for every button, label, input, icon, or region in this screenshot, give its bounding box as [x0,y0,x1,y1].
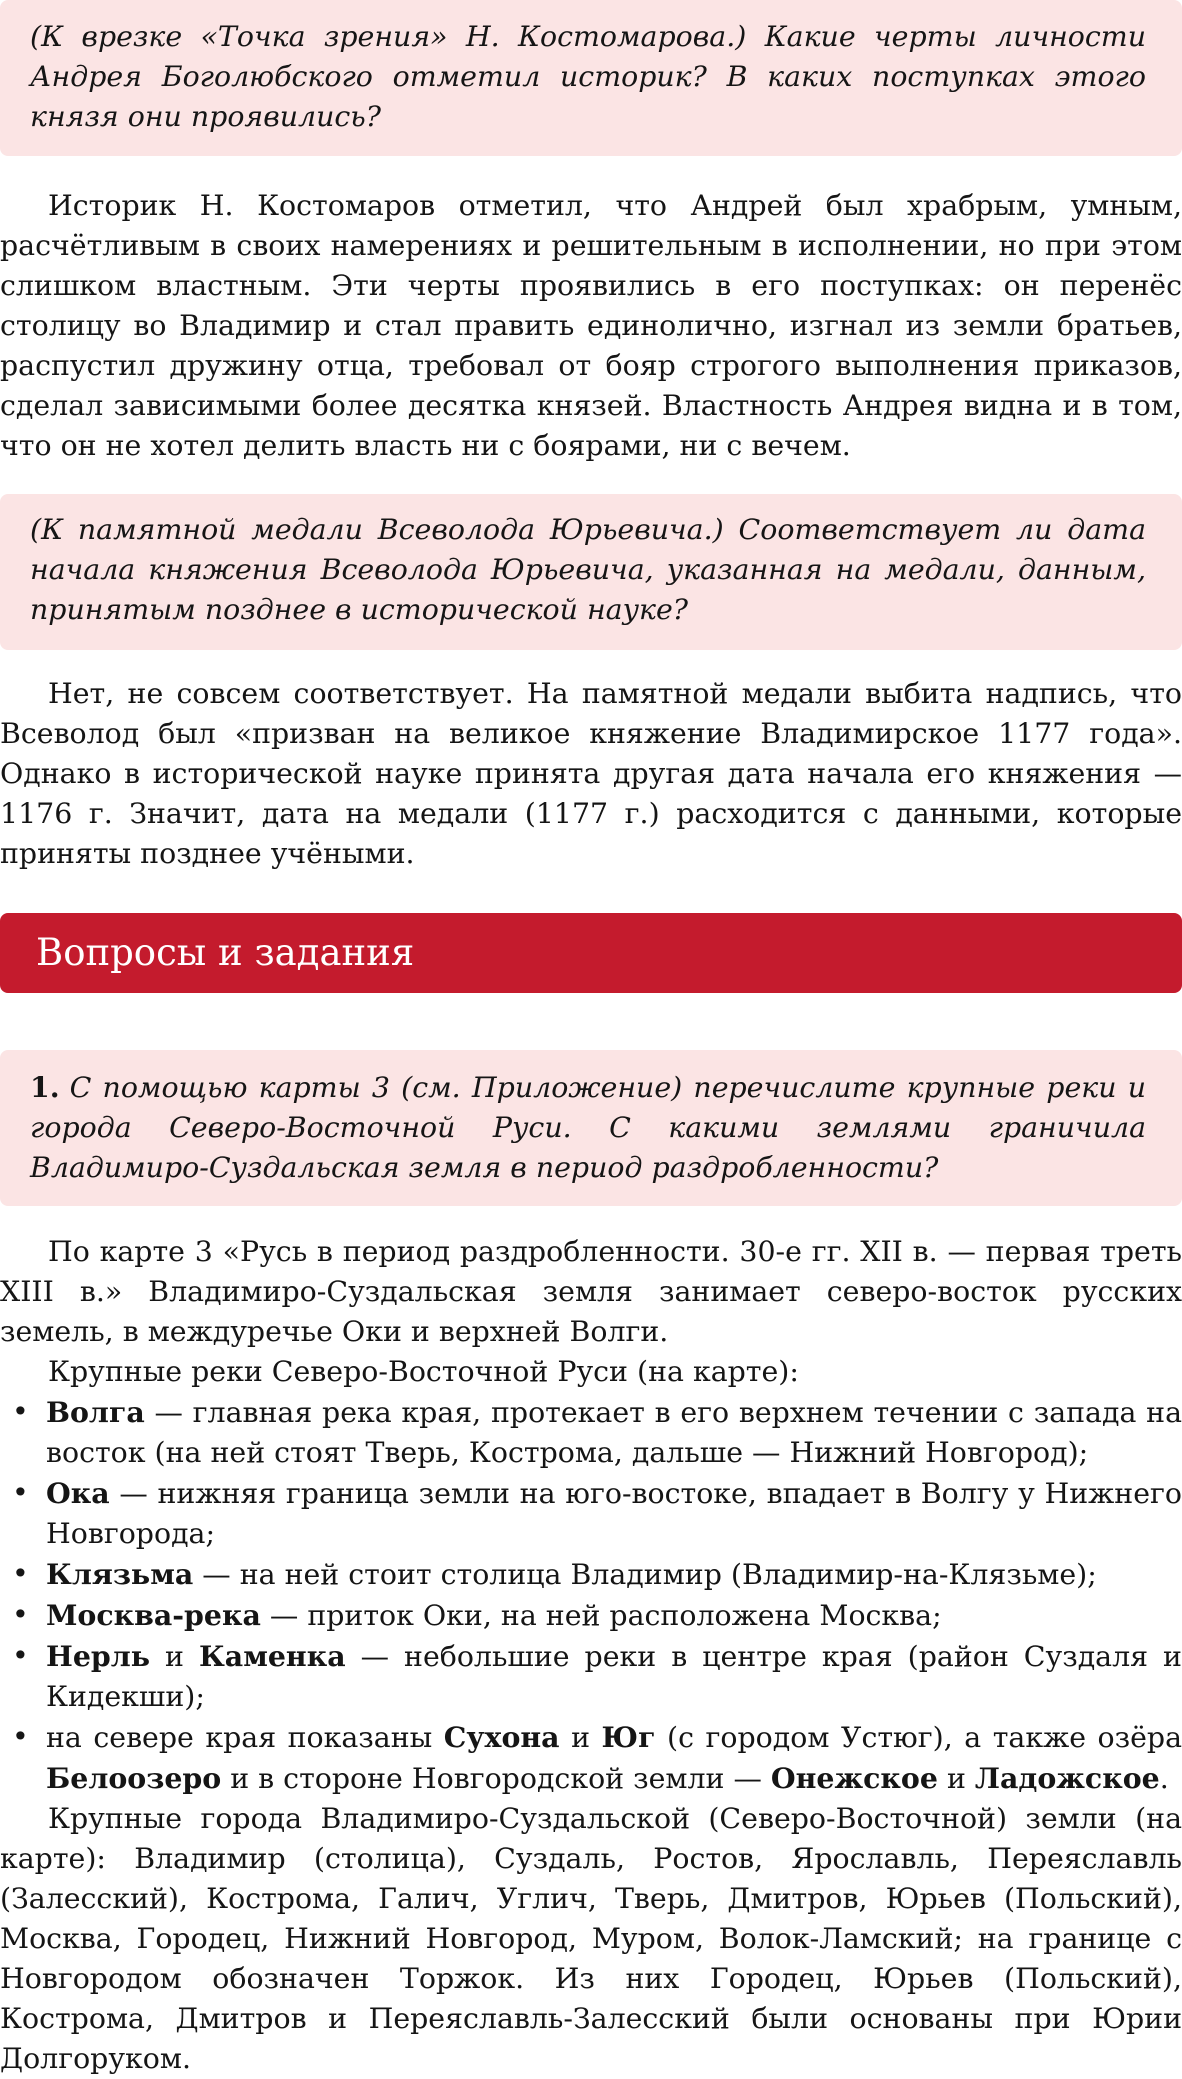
list-item [0,1595,1182,1636]
cities-paragraph: Крупные города Владимиро-Суздальской (Северо-Восточной) земли (на карте): Владимир (столица), Суздаль, Ростов, Ярославль, Переяславль (Залесский), Кострома, Галич, Углич, Тверь, Дмитров, Юрьев (Польский), Москва, Городец, Нижний Новгород, Муром, Волок-Ламский; на границе с Новгородом обозначен Торжок. Из них Городец, Юрьев (Польский), Кострома, Дмитров и Переяславль-Залесский были основаны при Юрии Долгоруком. [0,1799,1182,2079]
task-1-intro: По карте 3 «Русь в период раздробленности. 30-е гг. XII в. — первая треть XIII в.» Владимиро-Суздальская земля занимает северо-восток русских земель, в междуречье Оки и верхней Волги. [0,1232,1182,1352]
question-box-medal [0,494,1182,650]
bullet-icon: • [12,1473,29,1513]
rivers-heading: Крупные реки Северо-Восточной Руси (на карте): [0,1352,1182,1392]
task-1-answer [0,1232,1182,2079]
text-run: и в стороне Новгородской земли — [221,1762,771,1795]
task-1-question-text: С помощью карты 3 (см. Приложение) перечислите крупные реки и города Северо-Восточной Руси. С какими землями граничила Владимиро-Суздальская земля в период раздробленности? [30,1071,1146,1184]
river-name: Ока [46,1476,110,1510]
river-description: — главная река края, протекает в его верхнем течении с запада на восток (на ней стоят Тверь, Кострома, дальше — Нижний Новгород); [46,1396,1182,1469]
question-text: (К памятной медали Всеволода Юрьевича.) Соответствует ли дата начала княжения Всеволода Юрьевича, указанная на медали, данным, принятым позднее в исторической науке? [30,510,1146,630]
list-item [0,1636,1182,1717]
lake-name: Белоозеро [46,1761,221,1795]
question-box-kostomarov [0,0,1182,156]
bullet-icon: • [12,1392,29,1432]
river-description: — нижняя граница земли на юго-востоке, впадает в Волгу у Нижнего Новгорода; [46,1477,1182,1550]
task-1-question [30,1067,1146,1188]
river-name: Москва-река [46,1598,261,1632]
question-text: (К врезке «Точка зрения» Н. Костомарова.) Какие черты личности Андрея Боголюбского отметил историк? В каких поступках этого князя они проявились? [30,17,1146,137]
answer-text: Историк Н. Костомаров отметил, что Андрей был храбрым, умным, расчётливым в своих намерениях и решительным в исполнении, но при этом слишком властным. Эти черты проявились в его поступках: он перенёс столицу во Владимир и стал править единолично, изгнал из земли братьев, распустил дружину отца, требовал от бояр строгого выполнения приказов, сделал зависимыми более десятка князей. Властность Андрея видна и в том, что он не хотел делить власть ни с боярами, ни с вечем. [0,186,1182,466]
bullet-icon: • [12,1554,29,1594]
river-description: — на ней стоит столица Владимир (Владимир-на-Клязьме); [193,1558,1097,1591]
river-name: Нерль [46,1639,150,1673]
conjunction: и [150,1640,199,1673]
river-description: — приток Оки, на ней расположена Москва; [261,1599,942,1632]
bullet-icon: • [12,1636,29,1676]
river-name: Юг [602,1720,656,1754]
text-run: и [560,1721,602,1754]
river-name: Клязьма [46,1557,193,1591]
task-number: 1. [30,1070,60,1104]
list-item [0,1473,1182,1554]
lake-name: Ладожское [975,1761,1160,1795]
text-run: и [938,1762,975,1795]
list-item [0,1717,1182,1799]
list-item [0,1392,1182,1473]
text-run: (с городом Устюг), а также озёра [656,1721,1182,1754]
text-run: . [1160,1762,1169,1795]
section-header: Вопросы и задания [0,913,1182,993]
river-name: Сухона [444,1720,560,1754]
answer-medal [0,674,1182,874]
list-item [0,1554,1182,1595]
answer-text: Нет, не совсем соответствует. На памятной медали выбита надпись, что Всеволод был «призван на великое княжение Владимирское 1177 года». Однако в исторической науке принята другая дата начала его княжения — 1176 г. Значит, дата на медали (1177 г.) расходится с данными, которые приняты позднее учёными. [0,674,1182,874]
river-description: — небольшие реки в центре края (район Суздаля и Кидекши); [46,1640,1182,1713]
rivers-list [0,1392,1182,1799]
task-1-question-box [0,1050,1182,1206]
answer-kostomarov [0,186,1182,466]
river-name: Волга [46,1395,145,1429]
bullet-icon: • [12,1595,29,1635]
bullet-icon: • [12,1717,29,1757]
text-run: на севере края показаны [46,1721,444,1754]
river-name: Каменка [199,1639,346,1673]
lake-name: Онежское [771,1761,938,1795]
